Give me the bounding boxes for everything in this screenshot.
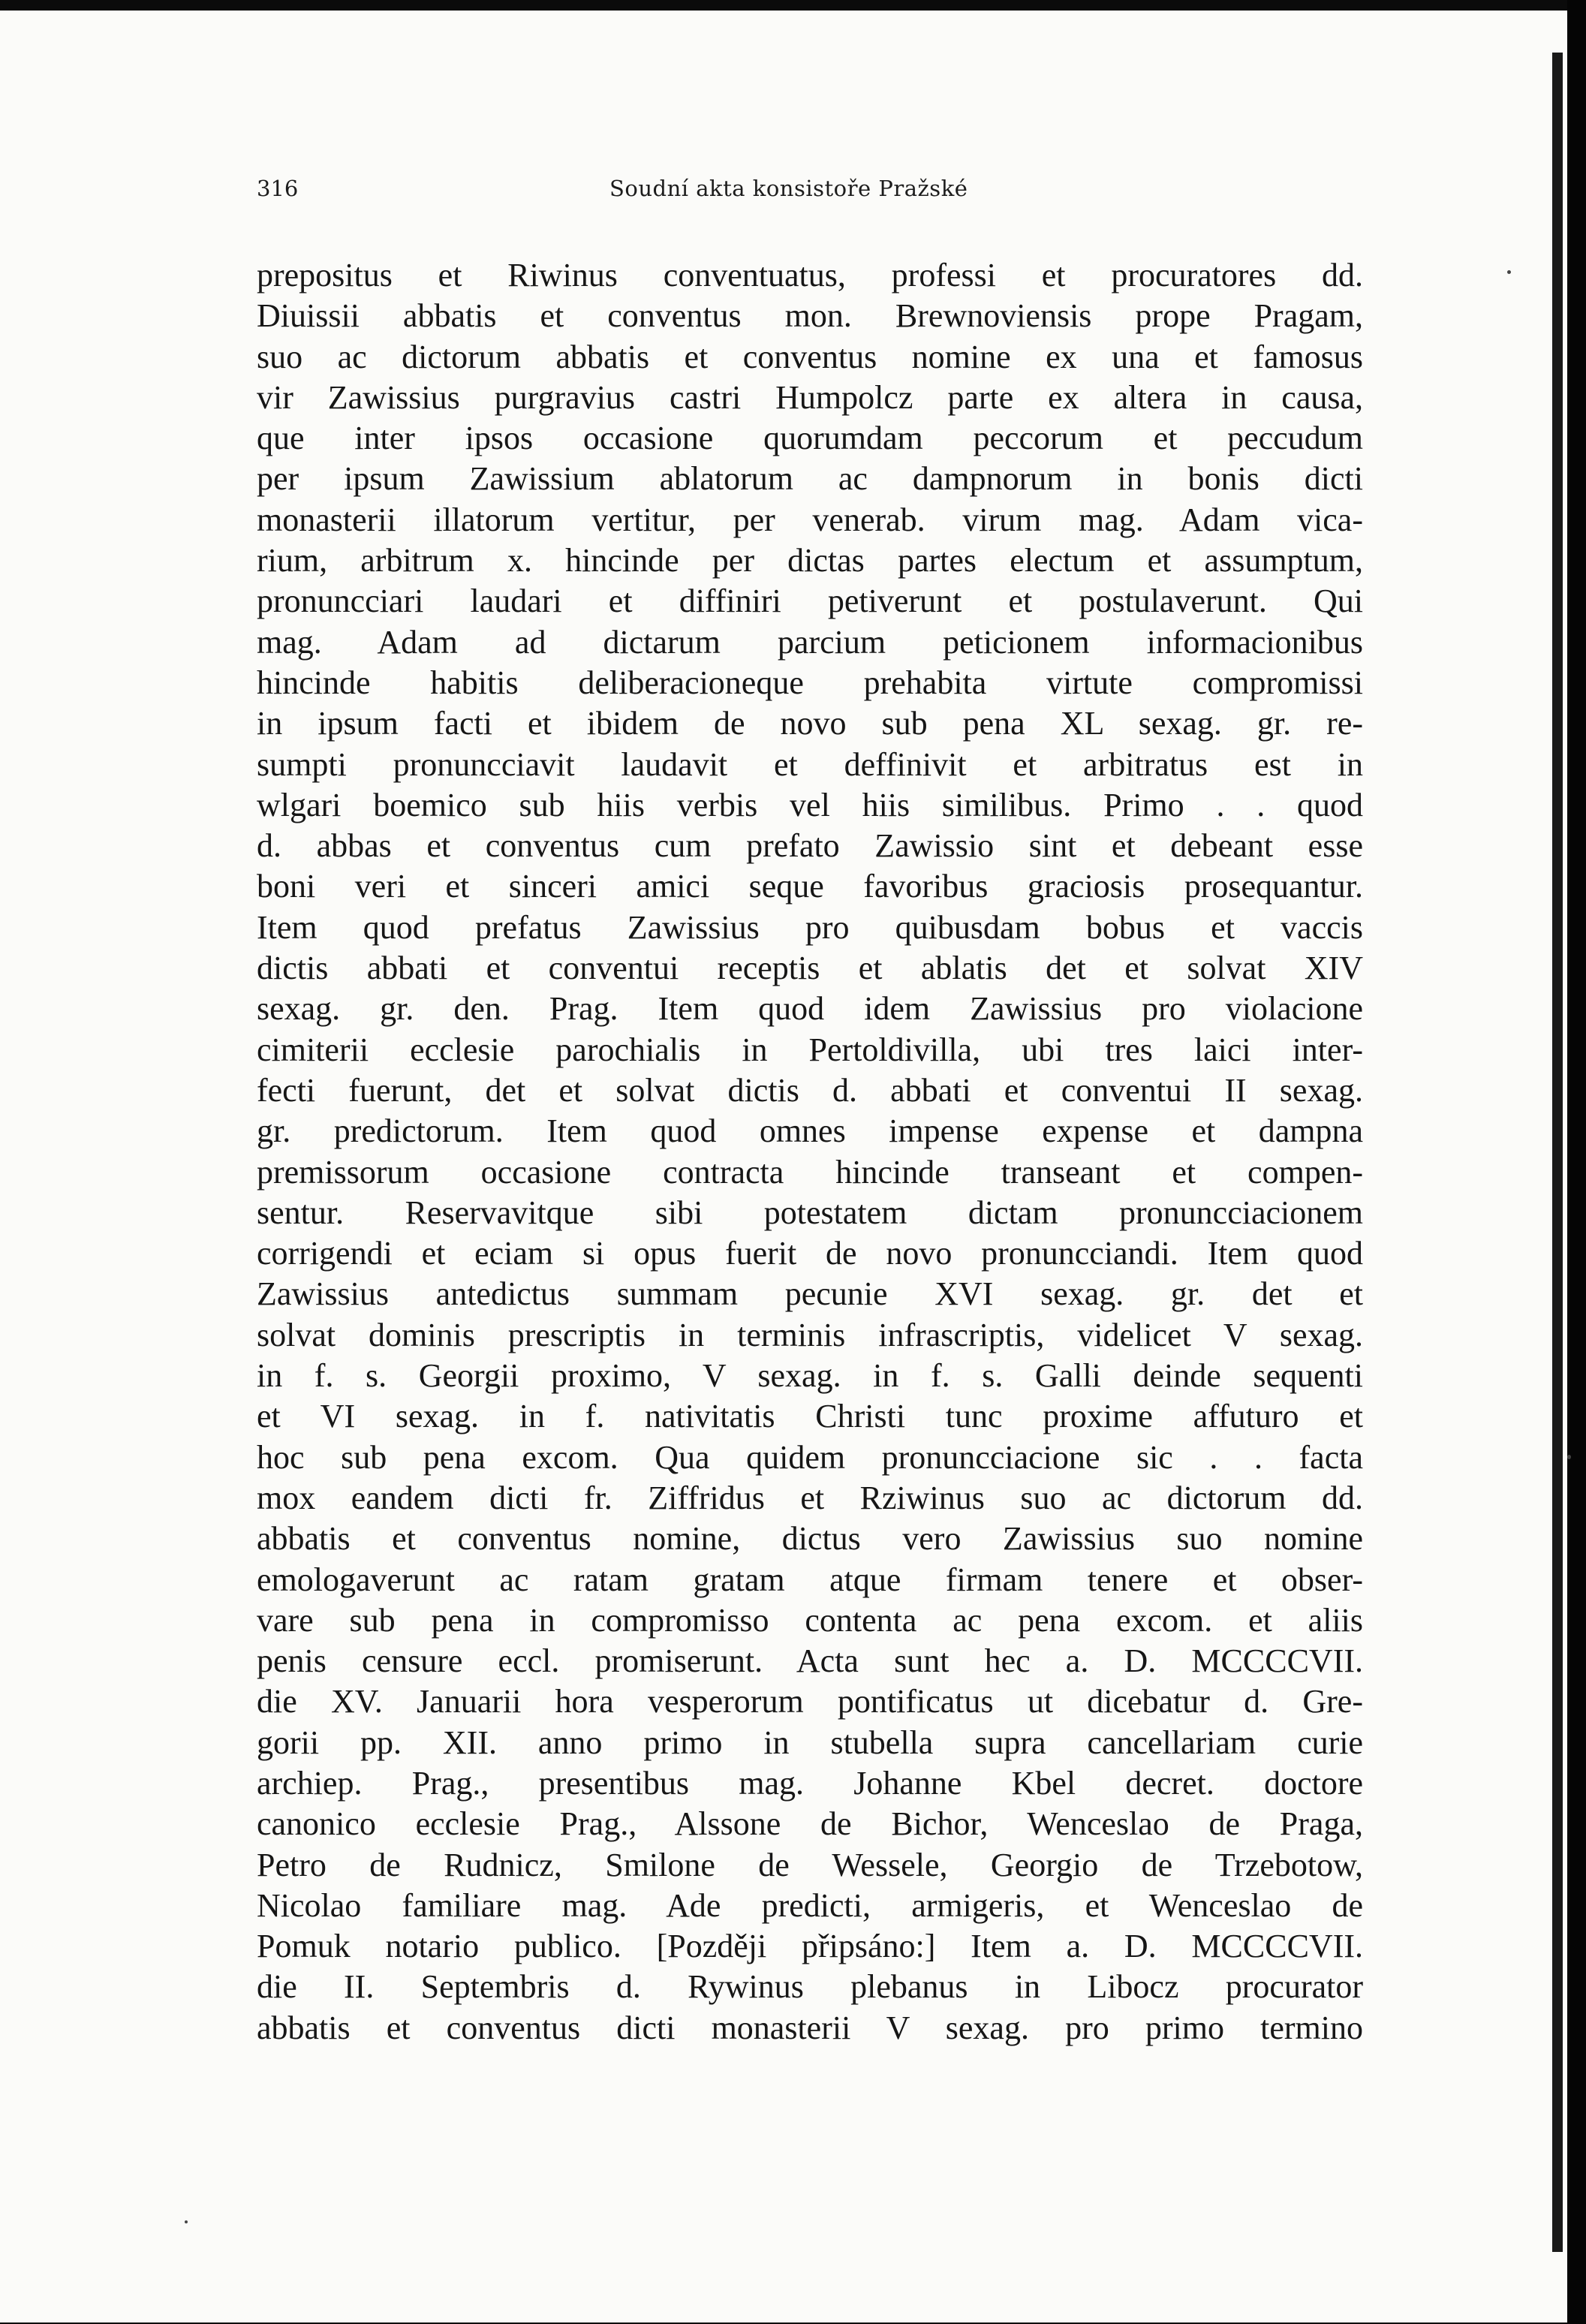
text-line: gr. predictorum. Item quod omnes impense expense et dampna: [257, 1112, 1363, 1150]
text-line: wlgari boemico sub hiis verbis vel hiis similibus. Primo . . quod: [257, 786, 1363, 823]
text-line: fecti fuerunt, det et solvat dictis d. abbati et conventui II sexag.: [257, 1071, 1363, 1109]
text-line: hincinde habitis deliberacioneque prehabita virtute compromissi: [257, 664, 1363, 701]
text-line: mox eandem dicti fr. Ziffridus et Rziwinus suo ac dictorum dd.: [257, 1479, 1363, 1516]
text-line: abbatis et conventus nomine, dictus vero Zawissius suo nomine: [257, 1520, 1363, 1558]
scan-border: [1567, 0, 1586, 2324]
text-line: suo ac dictorum abbatis et conventus nomine ex una et famosus: [257, 338, 1363, 375]
scan-speck: [1567, 1455, 1571, 1459]
text-line: cimiterii ecclesie parochialis in Pertoldivilla, ubi tres laici inter-: [257, 1031, 1363, 1068]
text-line: d. abbas et conventus cum prefato Zawissio sint et debeant esse: [257, 827, 1363, 865]
text-line: canonico ecclesie Prag., Alssone de Bichor, Wenceslao de Praga,: [257, 1805, 1363, 1843]
text-line: corrigendi et eciam si opus fuerit de novo pronuncciandi. Item quod: [257, 1235, 1363, 1272]
text-line: que inter ipsos occasione quorumdam peccorum et peccudum: [257, 420, 1363, 457]
text-line: sumpti pronuncciavit laudavit et deffinivit et arbitratus est in: [257, 745, 1363, 783]
text-line: mag. Adam ad dictarum parcium peticionem informacionibus: [257, 623, 1363, 661]
text-line: Petro de Rudnicz, Smilone de Wessele, Georgio de Trzebotow,: [257, 1846, 1363, 1883]
text-line: premissorum occasione contracta hincinde transeant et compen-: [257, 1153, 1363, 1191]
text-line: Zawissius antedictus summam pecunie XVI sexag. gr. det et: [257, 1275, 1363, 1313]
text-line: sentur. Reservavitque sibi potestatem dictam pronuncciacionem: [257, 1194, 1363, 1231]
scan-speck: [185, 2220, 188, 2223]
running-title: Soudní akta konsistoře Pražské: [609, 176, 968, 201]
body-text: [257, 255, 1363, 2049]
text-line: gorii pp. XII. anno primo in stubella supra cancellariam curie: [257, 1723, 1363, 1761]
text-line: Item quod prefatus Zawissius pro quibusdam bobus et vaccis: [257, 908, 1363, 946]
text-line: Nicolao familiare mag. Ade predicti, armigeris, et Wenceslao de: [257, 1886, 1363, 1924]
text-line: Diuissii abbatis et conventus mon. Brewnoviensis prope Pragam,: [257, 297, 1363, 335]
text-line: solvat dominis prescriptis in terminis infrascriptis, videlicet V sexag.: [257, 1316, 1363, 1353]
text-line: penis censure eccl. promiserunt. Acta sunt hec a. D. MCCCCVII.: [257, 1642, 1363, 1680]
text-line: rium, arbitrum x. hincinde per dictas partes electum et assumptum,: [257, 542, 1363, 579]
text-line: emologaverunt ac ratam gratam atque firmam tenere et obser-: [257, 1561, 1363, 1598]
text-line: per ipsum Zawissium ablatorum ac dampnorum in bonis dicti: [257, 460, 1363, 498]
text-line: vare sub pena in compromisso contenta ac pena excom. et aliis: [257, 1601, 1363, 1639]
scan-speck: [1507, 270, 1511, 274]
text-line: abbatis et conventus dicti monasterii V sexag. pro primo termino: [257, 2009, 1363, 2046]
text-line: in f. s. Georgii proximo, V sexag. in f. s. Galli deinde sequenti: [257, 1357, 1363, 1395]
text-line: die XV. Januarii hora vesperorum pontificatus ut dicebatur d. Gre-: [257, 1683, 1363, 1720]
text-line: in ipsum facti et ibidem de novo sub pena XL sexag. gr. re-: [257, 705, 1363, 742]
text-line: die II. Septembris d. Rywinus plebanus in Libocz procurator: [257, 1968, 1363, 2006]
text-line: monasterii illatorum vertitur, per venerab. virum mag. Adam vica-: [257, 501, 1363, 538]
text-line: dictis abbati et conventui receptis et ablatis det et solvat XIV: [257, 950, 1363, 987]
text-line: Pomuk notario publico. [Později připsáno:] Item a. D. MCCCCVII.: [257, 1928, 1363, 1965]
text-line: hoc sub pena excom. Qua quidem pronuncciacione sic . . facta: [257, 1438, 1363, 1476]
text-line: prepositus et Riwinus conventuatus, professi et procuratores dd.: [257, 257, 1363, 294]
text-line: pronuncciari laudari et diffiniri petiverunt et postulaverunt. Qui: [257, 583, 1363, 620]
text-line: boni veri et sinceri amici seque favoribus graciosis prosequantur.: [257, 868, 1363, 905]
text-line: sexag. gr. den. Prag. Item quod idem Zawissius pro violacione: [257, 990, 1363, 1028]
page-number: 316: [257, 176, 299, 201]
page-header: [257, 176, 1383, 206]
text-line: vir Zawissius purgravius castri Humpolcz parte ex altera in causa,: [257, 378, 1363, 416]
page-edge-shadow: [1552, 53, 1563, 2252]
text-line: archiep. Prag., presentibus mag. Johanne Kbel decret. doctore: [257, 1764, 1363, 1802]
text-line: et VI sexag. in f. nativitatis Christi tunc proxime affuturo et: [257, 1398, 1363, 1435]
